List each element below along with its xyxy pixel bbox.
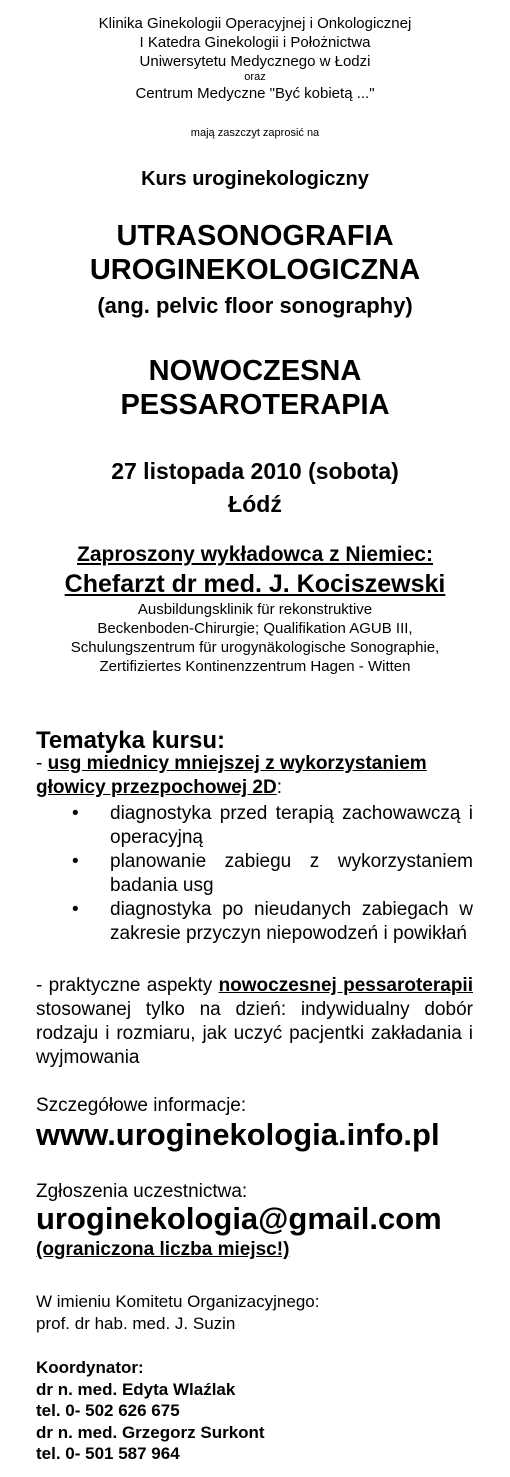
committee-name: prof. dr hab. med. J. Suzin bbox=[36, 1314, 236, 1333]
lecturer-description bbox=[0, 600, 510, 676]
bullet-icon: • bbox=[72, 851, 79, 872]
organizer-line: I Katedra Ginekologii i Położnictwa bbox=[139, 34, 371, 51]
info-url-link[interactable]: www.uroginekologia.info.pl bbox=[36, 1117, 440, 1152]
bullet-item bbox=[36, 802, 473, 850]
committee-label: W imieniu Komitetu Organizacyjnego: bbox=[36, 1292, 320, 1311]
lecturer-desc-line: Zertifiziertes Kontinenzzentrum Hagen - Witten bbox=[99, 658, 411, 675]
event-place: Łódź bbox=[228, 491, 282, 517]
title-line: UTRASONOGRAFIA bbox=[116, 220, 394, 252]
course-title-2 bbox=[0, 354, 510, 422]
lecturer-desc-line: Ausbildungsklinik für rekonstruktive bbox=[137, 601, 373, 618]
info-label: Szczegółowe informacje: bbox=[36, 1095, 247, 1116]
topic-item-1-colon: : bbox=[276, 777, 282, 798]
title-line: PESSAROTERAPIA bbox=[120, 389, 390, 421]
lecturer-desc-line: Schulungszentrum für urogynäkologische Sonographie, bbox=[70, 639, 440, 656]
topic-item-2-suffix: stosowanej tylko na dzień: indywidualny dobór rodzaju i rozmiaru, jak uczyć pacjentki zakładania i wyjmowania bbox=[36, 999, 473, 1068]
topic-item-2-prefix: - praktyczne aspekty bbox=[36, 975, 219, 996]
topic-item-1 bbox=[36, 752, 473, 800]
event-date-place bbox=[0, 455, 510, 521]
topic-bullet-list bbox=[36, 802, 473, 946]
lecturer-desc-line: Beckenboden-Chirurgie; Qualifikation AGUB III, bbox=[97, 620, 413, 637]
coordinator-phone: tel. 0- 501 587 964 bbox=[36, 1444, 180, 1463]
organizer-line: Klinika Ginekologii Operacyjnej i Onkologicznej bbox=[98, 15, 412, 32]
registration-label: Zgłoszenia uczestnictwa: bbox=[36, 1181, 248, 1202]
organizer-line: Centrum Medyczne "Być kobietą ..." bbox=[135, 85, 375, 102]
bullet-item bbox=[36, 850, 473, 898]
lecturer-heading: Zaproszony wykładowca z Niemiec: bbox=[77, 543, 433, 566]
title-line: NOWOCZESNA bbox=[148, 355, 362, 387]
invitation-text: mają zaszczyt zaprosić na bbox=[190, 127, 320, 139]
topic-item-1-bold: usg miednicy mniejszej z wykorzystaniem głowicy przezpochowej 2D bbox=[36, 753, 427, 798]
registration-email-link[interactable]: uroginekologia@gmail.com bbox=[36, 1201, 442, 1236]
committee-block bbox=[36, 1291, 473, 1335]
bullet-icon: • bbox=[72, 899, 79, 920]
organizer-line: Uniwersytetu Medycznego w Łodzi bbox=[139, 53, 371, 70]
topics-heading: Tematyka kursu: bbox=[36, 727, 225, 754]
course-type: Kurs uroginekologiczny bbox=[141, 168, 369, 190]
lecturer-name: Chefarzt dr med. J. Kociszewski bbox=[64, 570, 446, 598]
title-line: UROGINEKOLOGICZNA bbox=[89, 254, 421, 286]
organizers-block bbox=[0, 14, 510, 103]
coordinator-block bbox=[36, 1357, 473, 1465]
course-title-1-subtitle: (ang. pelvic floor sonography) bbox=[97, 293, 413, 318]
bullet-text: diagnostyka po nieudanych zabiegach w zakresie przyczyn niepowodzeń i powikłań bbox=[110, 899, 473, 944]
topic-item-2 bbox=[36, 974, 473, 1070]
bullet-text: diagnostyka przed terapią zachowawczą i operacyjną bbox=[110, 803, 473, 848]
bullet-item bbox=[36, 898, 473, 946]
bullet-icon: • bbox=[72, 803, 79, 824]
course-title-1 bbox=[0, 219, 510, 287]
event-date: 27 listopada 2010 (sobota) bbox=[111, 458, 399, 484]
topic-item-2-bold: nowoczesnej pessaroterapii bbox=[218, 975, 473, 996]
topic-dash: - bbox=[36, 753, 48, 774]
coordinator-name: dr n. med. Edyta Wlaźlak bbox=[36, 1379, 236, 1399]
coordinator-phone: tel. 0- 502 626 675 bbox=[36, 1401, 180, 1420]
coordinator-label: Koordynator: bbox=[36, 1358, 144, 1377]
coordinator-name: dr n. med. Grzegorz Surkont bbox=[36, 1422, 265, 1442]
registration-note: (ograniczona liczba miejsc!) bbox=[36, 1239, 290, 1260]
bullet-text: planowanie zabiegu z wykorzystaniem badania usg bbox=[110, 851, 473, 896]
organizer-conjunction: oraz bbox=[244, 71, 266, 83]
